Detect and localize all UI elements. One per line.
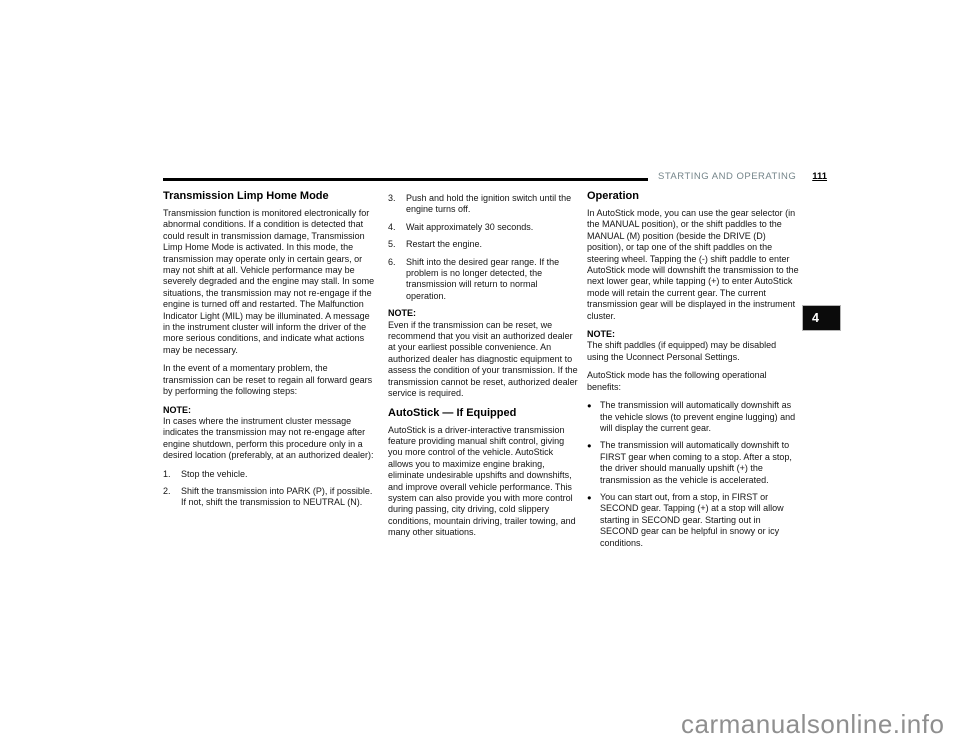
heading-transmission-limp-home-mode: Transmission Limp Home Mode xyxy=(163,190,329,202)
bullet-text: The transmission will automatically downshift to FIRST gear when coming to a stop. After a stop, the driver should manually upshift (+) the transmission as the vehicle is accelerated. xyxy=(600,440,792,485)
paragraph: AutoStick is a driver-interactive transmission feature providing manual shift control, giving you more control of the vehicle. AutoStick allows you to maximize engine braking, eliminate undesirable upshifts and downshifts, and improve overall vehicle performance. This system can also provide you with more control during passing, city driving, cold slippery conditions, mountain driving, trailer towing, and many other situations. xyxy=(388,424,576,538)
paragraph: Transmission function is monitored electronically for abnormal conditions. If a condition is detected that could result in transmission damage, Transmission Limp Home Mode is activated. In this mode, the transmission may operate only in certain gears, or may not shift at all. Vehicle performance may be severely degraded and the engine may stall. In some situations, the transmission may not re-engage if the engine is turned off and restarted. The Malfunction Indicator Light (MIL) may be illuminated. A message in the instrument cluster will inform the driver of the more serious conditions, and indicate what actions may be necessary. xyxy=(163,208,375,355)
header-rule xyxy=(163,178,648,181)
numbered-steps xyxy=(388,193,580,302)
step-text: Push and hold the ignition switch until the engine turns off. xyxy=(406,193,572,215)
bullet-icon: ● xyxy=(587,401,592,411)
bullet-list xyxy=(587,400,799,549)
bullet-item xyxy=(587,400,799,434)
page-header xyxy=(658,171,827,182)
step-item xyxy=(163,469,375,480)
step-number: 4. xyxy=(388,221,396,232)
section-title: STARTING AND OPERATING xyxy=(658,171,797,182)
chapter-tab: 4 xyxy=(802,305,841,331)
step-text: Wait approximately 30 seconds. xyxy=(406,221,534,232)
note-text: Even if the transmission can be reset, we recommend that you visit an authorized dealer at your earliest possible convenience. An authorized dealer has diagnostic equipment to assess the condition of your transmission. If the transmission cannot be reset, authorized dealer service is required. xyxy=(388,319,578,399)
note-label: NOTE: xyxy=(388,308,416,319)
step-item xyxy=(388,239,580,250)
step-number: 6. xyxy=(388,256,396,267)
column-left xyxy=(163,190,375,515)
heading-operation: Operation xyxy=(587,190,639,202)
paragraph: In AutoStick mode, you can use the gear selector (in the MANUAL position), or the shift paddles to the MANUAL (M) position (beside the DRIVE (D) position), or tap one of the shift paddles on the steering wheel. Tapping the (-) shift paddle to enter AutoStick mode will downshift the transmission to the next lower gear, while tapping (+) to enter AutoStick mode will retain the current gear. The current transmission gear will be displayed in the instrument cluster. xyxy=(587,208,799,321)
bullet-item xyxy=(587,492,799,549)
step-text: Stop the vehicle. xyxy=(181,468,248,479)
step-text: Shift into the desired gear range. If the problem is no longer detected, the transmission will return to normal operation. xyxy=(406,256,560,301)
step-number: 2. xyxy=(163,485,171,496)
watermark: carmanualsonline.info xyxy=(681,709,945,739)
note-block xyxy=(163,405,375,462)
note-text: The shift paddles (if equipped) may be disabled using the Uconnect Personal Settings. xyxy=(587,340,777,362)
paragraph: In the event of a momentary problem, the transmission can be reset to regain all forward gears by performing the following steps: xyxy=(163,363,373,397)
bullet-text: You can start out, from a stop, in FIRST or SECOND gear. Tapping (+) at a stop will allow starting in SECOND gear. Starting out in SECOND gear can be helpful in snowy or icy conditions. xyxy=(600,491,784,548)
step-number: 1. xyxy=(163,468,171,479)
note-block xyxy=(587,329,799,363)
step-item xyxy=(163,486,375,509)
note-label: NOTE: xyxy=(163,404,191,415)
note-text: In cases where the instrument cluster message indicates the transmission may not re-engage after engine shutdown, perform this procedure only in a desired location (preferably, at an authorized dealer): xyxy=(163,415,374,461)
bullet-item xyxy=(587,440,799,486)
step-item xyxy=(388,222,580,233)
bullet-text: The transmission will automatically downshift as the vehicle slows (to prevent engine lugging) and will display the current gear. xyxy=(600,400,796,433)
heading-autostick-if-equipped: AutoStick — If Equipped xyxy=(388,406,517,419)
step-number: 5. xyxy=(388,239,396,250)
step-item xyxy=(388,193,580,216)
page-number[interactable]: 111 xyxy=(812,171,828,182)
step-text: Shift the transmission into PARK (P), if possible. If not, shift the transmission to NEUTRAL (N). xyxy=(181,485,373,508)
column-right xyxy=(587,190,799,555)
step-text: Restart the engine. xyxy=(406,239,483,250)
note-label: NOTE: xyxy=(587,329,615,340)
bullet-icon: ● xyxy=(587,441,592,451)
numbered-steps xyxy=(163,469,375,509)
note-block xyxy=(388,308,580,399)
paragraph: AutoStick mode has the following operational benefits: xyxy=(587,370,767,392)
bullet-icon: ● xyxy=(587,492,592,502)
step-number: 3. xyxy=(388,193,396,203)
step-item xyxy=(388,257,580,303)
column-middle xyxy=(388,190,580,546)
